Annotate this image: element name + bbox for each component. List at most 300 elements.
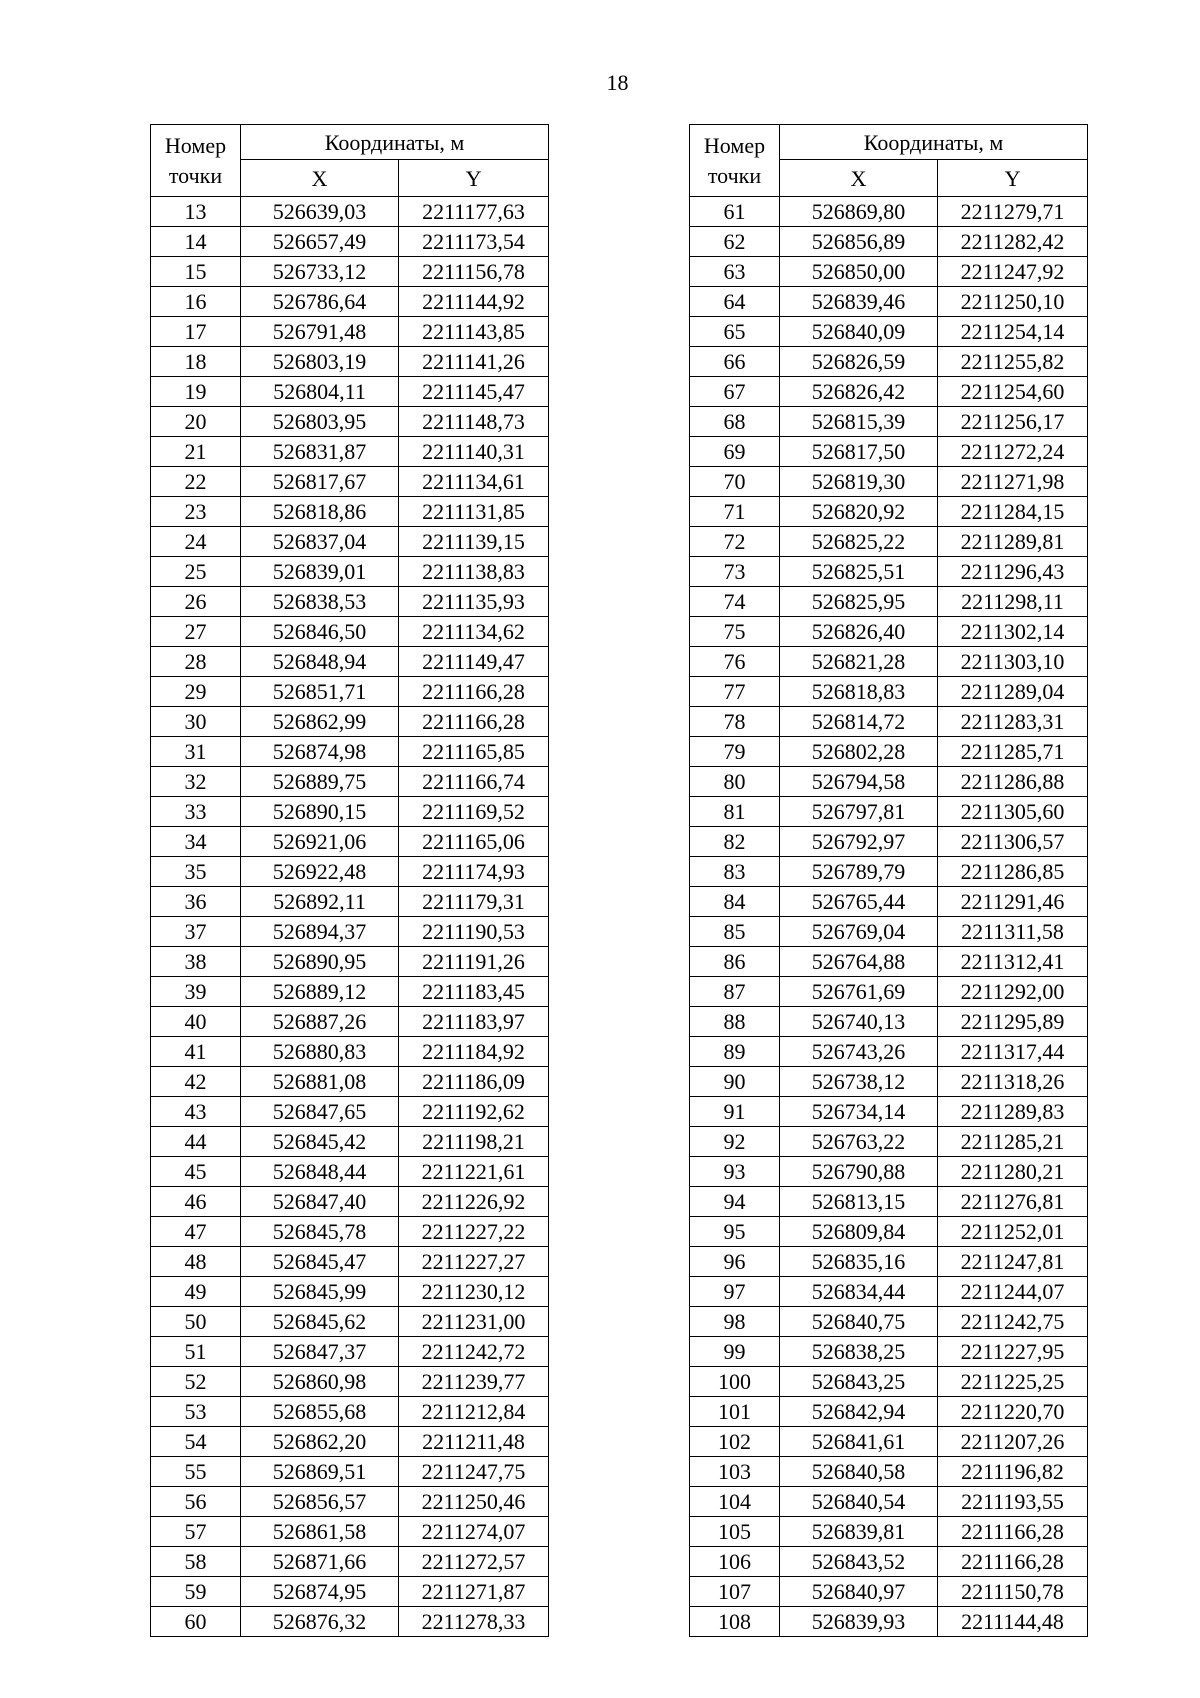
cell-point-number: 73 [690, 557, 780, 587]
cell-point-number: 74 [690, 587, 780, 617]
cell-point-number: 79 [690, 737, 780, 767]
table-row [690, 347, 1088, 377]
cell-x: 526890,95 [241, 947, 399, 977]
cell-point-number: 62 [690, 227, 780, 257]
cell-y: 2211303,10 [938, 647, 1088, 677]
table-row [151, 1517, 549, 1547]
cell-y: 2211134,61 [399, 467, 549, 497]
cell-x: 526837,04 [241, 527, 399, 557]
cell-y: 2211306,57 [938, 827, 1088, 857]
cell-y: 2211196,82 [938, 1457, 1088, 1487]
cell-y: 2211295,89 [938, 1007, 1088, 1037]
cell-x: 526825,22 [780, 527, 938, 557]
cell-point-number: 78 [690, 707, 780, 737]
cell-x: 526860,98 [241, 1367, 399, 1397]
cell-y: 2211149,47 [399, 647, 549, 677]
cell-y: 2211165,85 [399, 737, 549, 767]
cell-point-number: 34 [151, 827, 241, 857]
cell-x: 526841,61 [780, 1427, 938, 1457]
cell-y: 2211283,31 [938, 707, 1088, 737]
table-row [690, 1097, 1088, 1127]
table-row [151, 1037, 549, 1067]
cell-y: 2211144,92 [399, 287, 549, 317]
cell-x: 526874,95 [241, 1577, 399, 1607]
cell-x: 526657,49 [241, 227, 399, 257]
cell-point-number: 55 [151, 1457, 241, 1487]
cell-x: 526869,51 [241, 1457, 399, 1487]
cell-x: 526817,67 [241, 467, 399, 497]
cell-point-number: 21 [151, 437, 241, 467]
cell-x: 526826,59 [780, 347, 938, 377]
cell-x: 526813,15 [780, 1187, 938, 1217]
table-row [151, 1217, 549, 1247]
cell-point-number: 96 [690, 1247, 780, 1277]
cell-y: 2211289,83 [938, 1097, 1088, 1127]
table-row [690, 977, 1088, 1007]
cell-x: 526840,09 [780, 317, 938, 347]
header-coordinates: Координаты, м [241, 125, 549, 160]
cell-x: 526803,95 [241, 407, 399, 437]
cell-point-number: 86 [690, 947, 780, 977]
cell-x: 526802,28 [780, 737, 938, 767]
cell-y: 2211247,75 [399, 1457, 549, 1487]
cell-x: 526763,22 [780, 1127, 938, 1157]
cell-point-number: 36 [151, 887, 241, 917]
cell-point-number: 49 [151, 1277, 241, 1307]
cell-point-number: 19 [151, 377, 241, 407]
cell-point-number: 48 [151, 1247, 241, 1277]
cell-point-number: 94 [690, 1187, 780, 1217]
cell-x: 526862,99 [241, 707, 399, 737]
cell-point-number: 45 [151, 1157, 241, 1187]
cell-y: 2211184,92 [399, 1037, 549, 1067]
cell-x: 526764,88 [780, 947, 938, 977]
cell-x: 526786,64 [241, 287, 399, 317]
cell-point-number: 35 [151, 857, 241, 887]
cell-x: 526845,42 [241, 1127, 399, 1157]
table-row [690, 1007, 1088, 1037]
cell-y: 2211226,92 [399, 1187, 549, 1217]
cell-y: 2211254,60 [938, 377, 1088, 407]
cell-x: 526847,40 [241, 1187, 399, 1217]
table-row [151, 707, 549, 737]
cell-x: 526889,12 [241, 977, 399, 1007]
table-row [690, 797, 1088, 827]
table-row [690, 467, 1088, 497]
table-row [151, 1607, 549, 1637]
cell-y: 2211174,93 [399, 857, 549, 887]
cell-point-number: 103 [690, 1457, 780, 1487]
table-row [151, 287, 549, 317]
cell-point-number: 99 [690, 1337, 780, 1367]
cell-y: 2211256,17 [938, 407, 1088, 437]
table-body [690, 197, 1088, 1637]
cell-point-number: 83 [690, 857, 780, 887]
cell-point-number: 60 [151, 1607, 241, 1637]
cell-x: 526840,54 [780, 1487, 938, 1517]
cell-y: 2211254,14 [938, 317, 1088, 347]
cell-y: 2211198,21 [399, 1127, 549, 1157]
cell-y: 2211179,31 [399, 887, 549, 917]
cell-point-number: 44 [151, 1127, 241, 1157]
table-row [151, 677, 549, 707]
cell-point-number: 28 [151, 647, 241, 677]
table-row [690, 1187, 1088, 1217]
cell-y: 2211285,21 [938, 1127, 1088, 1157]
cell-y: 2211191,26 [399, 947, 549, 977]
table-row [690, 947, 1088, 977]
cell-y: 2211166,28 [399, 677, 549, 707]
cell-x: 526887,26 [241, 1007, 399, 1037]
cell-y: 2211193,55 [938, 1487, 1088, 1517]
page-number: 18 [606, 70, 629, 95]
cell-point-number: 22 [151, 467, 241, 497]
cell-y: 2211135,93 [399, 587, 549, 617]
cell-point-number: 85 [690, 917, 780, 947]
cell-point-number: 25 [151, 557, 241, 587]
cell-y: 2211138,83 [399, 557, 549, 587]
cell-point-number: 105 [690, 1517, 780, 1547]
cell-y: 2211279,71 [938, 197, 1088, 227]
table-row [690, 1247, 1088, 1277]
cell-point-number: 24 [151, 527, 241, 557]
table-row [151, 1487, 549, 1517]
cell-x: 526826,40 [780, 617, 938, 647]
cell-y: 2211165,06 [399, 827, 549, 857]
cell-x: 526845,62 [241, 1307, 399, 1337]
cell-x: 526831,87 [241, 437, 399, 467]
table-row [690, 917, 1088, 947]
cell-x: 526839,81 [780, 1517, 938, 1547]
cell-point-number: 106 [690, 1547, 780, 1577]
table-row [151, 557, 549, 587]
cell-x: 526874,98 [241, 737, 399, 767]
cell-x: 526834,44 [780, 1277, 938, 1307]
cell-x: 526790,88 [780, 1157, 938, 1187]
table-row [151, 1367, 549, 1397]
cell-x: 526804,11 [241, 377, 399, 407]
cell-x: 526876,32 [241, 1607, 399, 1637]
cell-y: 2211166,28 [938, 1517, 1088, 1547]
cell-point-number: 69 [690, 437, 780, 467]
table-row [151, 227, 549, 257]
cell-y: 2211131,85 [399, 497, 549, 527]
table-row [151, 407, 549, 437]
cell-point-number: 40 [151, 1007, 241, 1037]
table-row [151, 527, 549, 557]
cell-y: 2211318,26 [938, 1067, 1088, 1097]
table-row [151, 1187, 549, 1217]
cell-x: 526818,83 [780, 677, 938, 707]
table-row [690, 617, 1088, 647]
cell-y: 2211207,26 [938, 1427, 1088, 1457]
cell-point-number: 89 [690, 1037, 780, 1067]
table-row [690, 557, 1088, 587]
table-row [690, 827, 1088, 857]
cell-x: 526838,53 [241, 587, 399, 617]
cell-y: 2211190,53 [399, 917, 549, 947]
cell-point-number: 14 [151, 227, 241, 257]
cell-point-number: 64 [690, 287, 780, 317]
table-row [151, 647, 549, 677]
cell-y: 2211169,52 [399, 797, 549, 827]
cell-x: 526819,30 [780, 467, 938, 497]
cell-point-number: 71 [690, 497, 780, 527]
table-row [151, 437, 549, 467]
cell-point-number: 93 [690, 1157, 780, 1187]
cell-y: 2211230,12 [399, 1277, 549, 1307]
cell-point-number: 53 [151, 1397, 241, 1427]
table-row [151, 887, 549, 917]
cell-y: 2211183,97 [399, 1007, 549, 1037]
cell-point-number: 76 [690, 647, 780, 677]
cell-x: 526856,57 [241, 1487, 399, 1517]
header-point-number: Номер точки [151, 125, 241, 197]
cell-x: 526921,06 [241, 827, 399, 857]
table-row [151, 467, 549, 497]
cell-y: 2211231,00 [399, 1307, 549, 1337]
cell-y: 2211312,41 [938, 947, 1088, 977]
cell-x: 526845,78 [241, 1217, 399, 1247]
cell-point-number: 50 [151, 1307, 241, 1337]
table-row [151, 317, 549, 347]
table-row [151, 497, 549, 527]
cell-x: 526845,99 [241, 1277, 399, 1307]
cell-point-number: 57 [151, 1517, 241, 1547]
table-row [690, 377, 1088, 407]
cell-x: 526861,58 [241, 1517, 399, 1547]
cell-y: 2211272,24 [938, 437, 1088, 467]
cell-y: 2211247,92 [938, 257, 1088, 287]
cell-x: 526825,95 [780, 587, 938, 617]
cell-point-number: 100 [690, 1367, 780, 1397]
cell-point-number: 15 [151, 257, 241, 287]
table-row [151, 857, 549, 887]
cell-y: 2211286,85 [938, 857, 1088, 887]
cell-x: 526848,94 [241, 647, 399, 677]
table-row [690, 227, 1088, 257]
cell-x: 526815,39 [780, 407, 938, 437]
cell-x: 526820,92 [780, 497, 938, 527]
cell-y: 2211144,48 [938, 1607, 1088, 1637]
table-row [151, 1427, 549, 1457]
cell-y: 2211305,60 [938, 797, 1088, 827]
header-x: X [241, 160, 399, 197]
cell-point-number: 61 [690, 197, 780, 227]
cell-x: 526797,81 [780, 797, 938, 827]
cell-x: 526840,58 [780, 1457, 938, 1487]
cell-y: 2211272,57 [399, 1547, 549, 1577]
cell-y: 2211298,11 [938, 587, 1088, 617]
table-row [151, 1397, 549, 1427]
table-row [690, 587, 1088, 617]
cell-y: 2211145,47 [399, 377, 549, 407]
cell-point-number: 47 [151, 1217, 241, 1247]
cell-point-number: 46 [151, 1187, 241, 1217]
table-row [690, 1517, 1088, 1547]
cell-point-number: 80 [690, 767, 780, 797]
cell-y: 2211302,14 [938, 617, 1088, 647]
cell-y: 2211282,42 [938, 227, 1088, 257]
cell-y: 2211227,27 [399, 1247, 549, 1277]
table-row [151, 1007, 549, 1037]
cell-point-number: 77 [690, 677, 780, 707]
cell-y: 2211239,77 [399, 1367, 549, 1397]
coordinates-table-right [689, 124, 1088, 1637]
cell-point-number: 90 [690, 1067, 780, 1097]
cell-y: 2211244,07 [938, 1277, 1088, 1307]
cell-x: 526894,37 [241, 917, 399, 947]
cell-y: 2211143,85 [399, 317, 549, 347]
table-row [690, 737, 1088, 767]
cell-y: 2211250,46 [399, 1487, 549, 1517]
table-row [690, 287, 1088, 317]
table-row [151, 737, 549, 767]
cell-y: 2211166,74 [399, 767, 549, 797]
cell-y: 2211291,46 [938, 887, 1088, 917]
table-row [690, 1367, 1088, 1397]
table-row [690, 1277, 1088, 1307]
table-row [690, 1307, 1088, 1337]
cell-x: 526825,51 [780, 557, 938, 587]
cell-y: 2211173,54 [399, 227, 549, 257]
cell-x: 526839,46 [780, 287, 938, 317]
cell-point-number: 56 [151, 1487, 241, 1517]
table-row [690, 1127, 1088, 1157]
table-row [690, 317, 1088, 347]
cell-x: 526842,94 [780, 1397, 938, 1427]
cell-x: 526821,28 [780, 647, 938, 677]
cell-point-number: 70 [690, 467, 780, 497]
cell-y: 2211221,61 [399, 1157, 549, 1187]
cell-x: 526789,79 [780, 857, 938, 887]
table-row [151, 1307, 549, 1337]
cell-x: 526855,68 [241, 1397, 399, 1427]
cell-y: 2211280,21 [938, 1157, 1088, 1187]
table-row [690, 767, 1088, 797]
cell-point-number: 30 [151, 707, 241, 737]
cell-x: 526881,08 [241, 1067, 399, 1097]
cell-x: 526892,11 [241, 887, 399, 917]
cell-y: 2211134,62 [399, 617, 549, 647]
cell-point-number: 33 [151, 797, 241, 827]
cell-y: 2211148,73 [399, 407, 549, 437]
table-row [151, 1277, 549, 1307]
cell-x: 526889,75 [241, 767, 399, 797]
table-row [151, 1337, 549, 1367]
table-row [690, 1397, 1088, 1427]
cell-y: 2211289,81 [938, 527, 1088, 557]
cell-x: 526922,48 [241, 857, 399, 887]
table-row [151, 1457, 549, 1487]
table-row [151, 1547, 549, 1577]
cell-y: 2211183,45 [399, 977, 549, 1007]
cell-point-number: 75 [690, 617, 780, 647]
cell-point-number: 37 [151, 917, 241, 947]
cell-point-number: 32 [151, 767, 241, 797]
cell-y: 2211286,88 [938, 767, 1088, 797]
cell-point-number: 66 [690, 347, 780, 377]
cell-point-number: 13 [151, 197, 241, 227]
cell-x: 526846,50 [241, 617, 399, 647]
cell-point-number: 95 [690, 1217, 780, 1247]
table-row [690, 437, 1088, 467]
cell-y: 2211317,44 [938, 1037, 1088, 1067]
cell-point-number: 23 [151, 497, 241, 527]
cell-x: 526856,89 [780, 227, 938, 257]
cell-point-number: 42 [151, 1067, 241, 1097]
cell-point-number: 88 [690, 1007, 780, 1037]
cell-x: 526794,58 [780, 767, 938, 797]
table-row [690, 527, 1088, 557]
cell-point-number: 91 [690, 1097, 780, 1127]
table-row [151, 947, 549, 977]
cell-y: 2211271,87 [399, 1577, 549, 1607]
cell-x: 526639,03 [241, 197, 399, 227]
cell-y: 2211250,10 [938, 287, 1088, 317]
cell-x: 526845,47 [241, 1247, 399, 1277]
table-row [151, 1127, 549, 1157]
cell-point-number: 67 [690, 377, 780, 407]
cell-y: 2211141,26 [399, 347, 549, 377]
table-row [690, 257, 1088, 287]
table-row [690, 887, 1088, 917]
cell-point-number: 52 [151, 1367, 241, 1397]
cell-x: 526814,72 [780, 707, 938, 737]
cell-y: 2211311,58 [938, 917, 1088, 947]
cell-x: 526839,01 [241, 557, 399, 587]
cell-x: 526803,19 [241, 347, 399, 377]
cell-point-number: 65 [690, 317, 780, 347]
cell-y: 2211276,81 [938, 1187, 1088, 1217]
cell-y: 2211140,31 [399, 437, 549, 467]
table-row [690, 1577, 1088, 1607]
table-row [151, 1247, 549, 1277]
table-row [151, 1577, 549, 1607]
cell-x: 526847,37 [241, 1337, 399, 1367]
cell-y: 2211220,70 [938, 1397, 1088, 1427]
cell-x: 526817,50 [780, 437, 938, 467]
table-row [690, 1067, 1088, 1097]
cell-x: 526761,69 [780, 977, 938, 1007]
cell-y: 2211278,33 [399, 1607, 549, 1637]
table-row [690, 707, 1088, 737]
cell-x: 526738,12 [780, 1067, 938, 1097]
table-row [151, 977, 549, 1007]
cell-x: 526809,84 [780, 1217, 938, 1247]
table-row [690, 1427, 1088, 1457]
cell-point-number: 38 [151, 947, 241, 977]
cell-point-number: 51 [151, 1337, 241, 1367]
cell-y: 2211296,43 [938, 557, 1088, 587]
table-row [151, 257, 549, 287]
cell-y: 2211284,15 [938, 497, 1088, 527]
table-row [690, 197, 1088, 227]
cell-point-number: 108 [690, 1607, 780, 1637]
cell-y: 2211139,15 [399, 527, 549, 557]
cell-point-number: 18 [151, 347, 241, 377]
cell-y: 2211150,78 [938, 1577, 1088, 1607]
cell-x: 526851,71 [241, 677, 399, 707]
cell-x: 526880,83 [241, 1037, 399, 1067]
cell-point-number: 59 [151, 1577, 241, 1607]
cell-point-number: 31 [151, 737, 241, 767]
header-y: Y [938, 160, 1088, 197]
table-row [690, 497, 1088, 527]
cell-x: 526840,97 [780, 1577, 938, 1607]
cell-y: 2211289,04 [938, 677, 1088, 707]
table-row [690, 1487, 1088, 1517]
